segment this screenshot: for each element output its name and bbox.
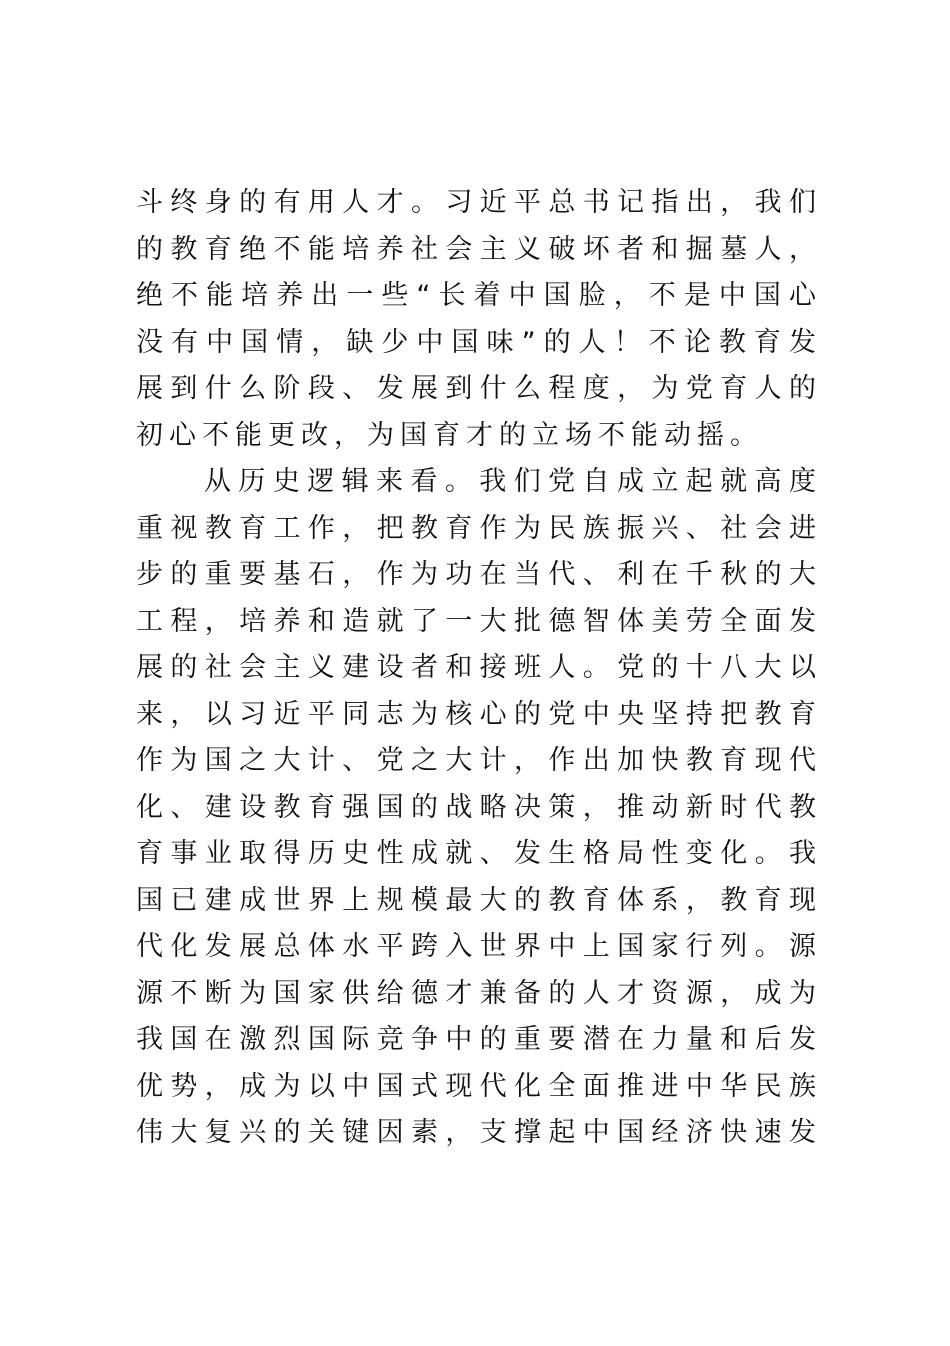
- text-line-16: 国已建成世界上规模最大的教育体系，教育现: [136, 884, 816, 916]
- text-line-15: 育事业取得历史性成就、发生格局性变化。我: [136, 838, 816, 869]
- text-line-1: 斗终身的有用人才。习近平总书记指出，我们: [136, 187, 816, 218]
- body-text: [136, 180, 816, 1157]
- text-line-5: 展到什么阶段、发展到什么程度，为党育人的: [136, 373, 816, 404]
- text-line-11: 展的社会主义建设者和接班人。党的十八大以: [136, 652, 816, 683]
- text-line-12: 来，以习近平同志为核心的党中央坚持把教育: [136, 698, 816, 730]
- text-line-10: 工程，培养和造就了一大批德智体美劳全面发: [136, 605, 816, 637]
- text-line-18: 源不断为国家供给德才兼备的人才资源，成为: [136, 977, 816, 1009]
- text-line-14: 化、建设教育强国的战略决策，推动新时代教: [136, 791, 816, 823]
- text-line-9: 步的重要基石，作为功在当代、利在千秋的大: [136, 559, 816, 590]
- text-line-2: 的教育绝不能培养社会主义破坏者和掘墓人，: [136, 233, 816, 265]
- text-line-7: 从历史逻辑来看。我们党自成立起就高度: [204, 466, 816, 497]
- text-line-21: 伟大复兴的关键因素，支撑起中国经济快速发: [136, 1117, 816, 1148]
- text-line-17: 代化发展总体水平跨入世界中上国家行列。源: [136, 931, 816, 962]
- text-line-6: 初心不能更改，为国育才的立场不能动摇。: [136, 419, 763, 451]
- text-line-3: 绝不能培养出一些“长着中国脸，不是中国心: [136, 280, 816, 311]
- text-line-20: 优势，成为以中国式现代化全面推进中华民族: [136, 1070, 816, 1102]
- text-line-8: 重视教育工作，把教育作为民族振兴、社会进: [136, 512, 816, 544]
- text-line-19: 我国在激烈国际竞争中的重要潜在力量和后发: [136, 1024, 816, 1055]
- text-line-4: 没有中国情，缺少中国味”的人！不论教育发: [136, 326, 816, 358]
- text-line-13: 作为国之大计、党之大计，作出加快教育现代: [136, 745, 816, 776]
